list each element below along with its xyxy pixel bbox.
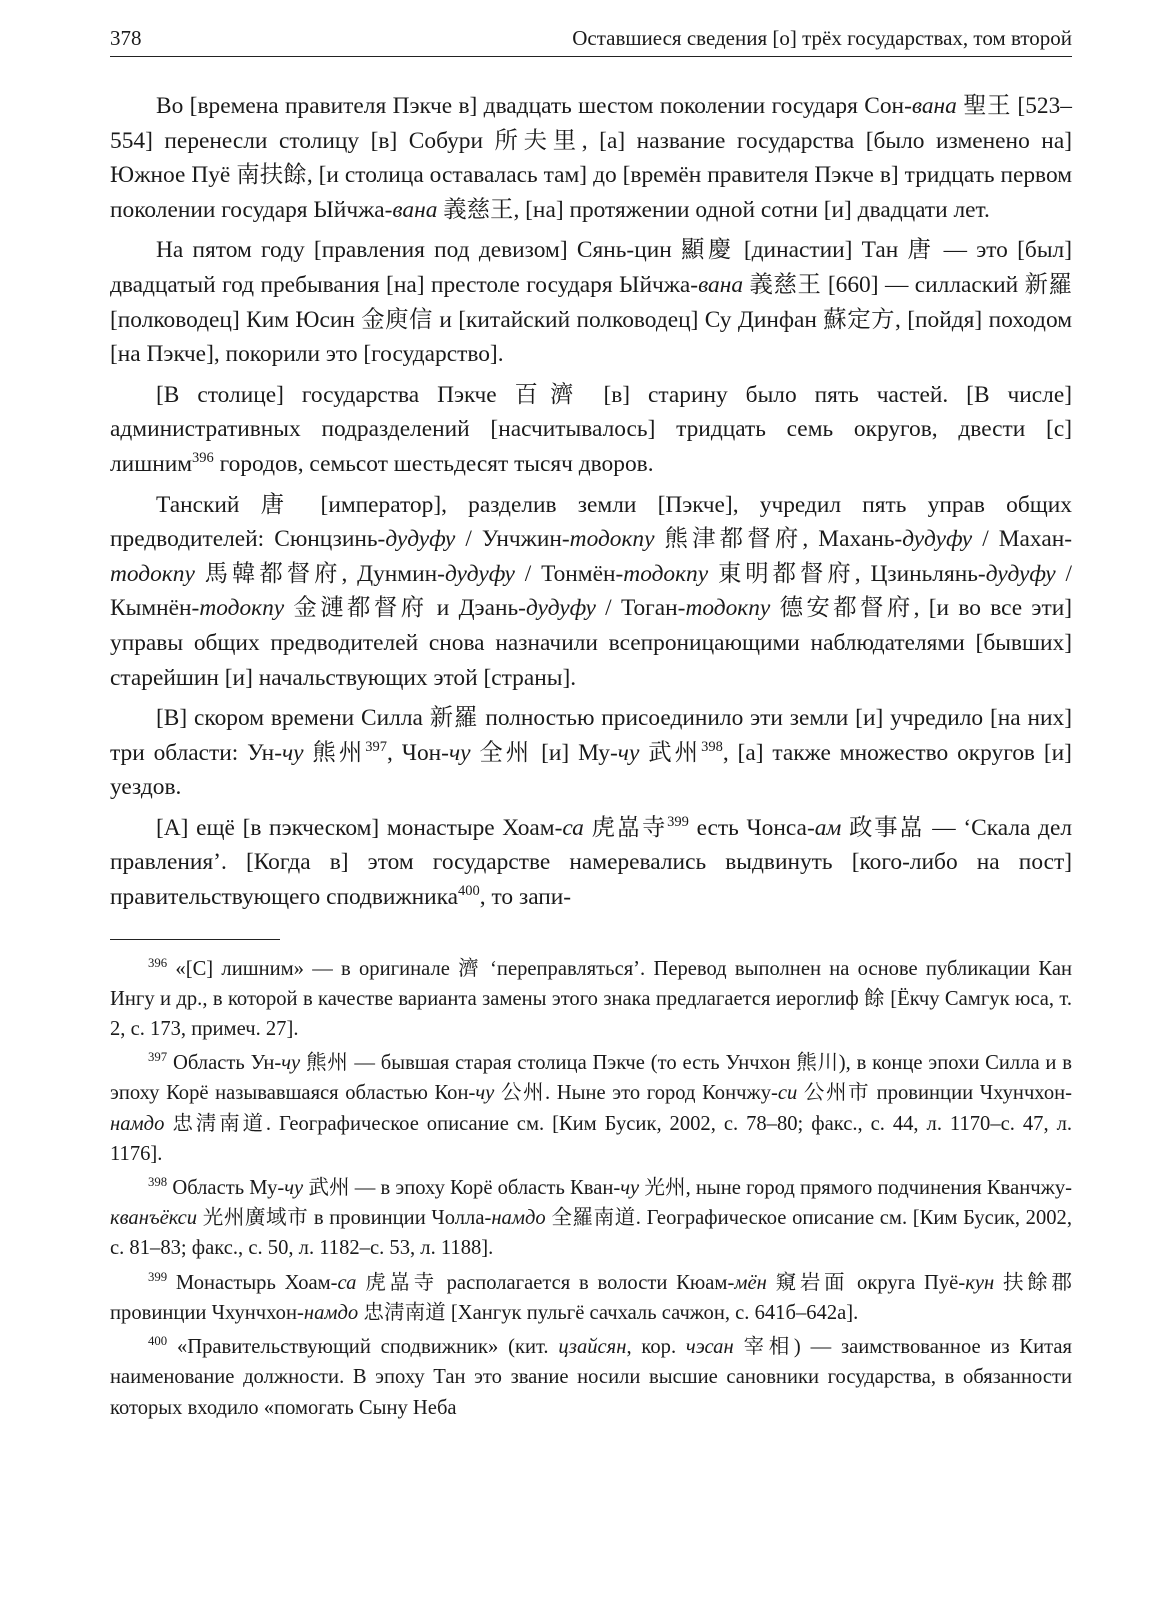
italic-term: чу	[448, 739, 471, 766]
text-run: / Унчжин-	[455, 526, 570, 553]
italic-term: са	[562, 814, 584, 841]
italic-term: цзайсян	[558, 1336, 627, 1359]
text-run: 虎嵓寺	[583, 814, 668, 841]
text-run: / Махан-	[972, 526, 1073, 553]
text-run: 武州 — в эпоху Корё область Кван-	[303, 1177, 621, 1200]
italic-term: чу	[475, 1082, 495, 1105]
footnote-399	[110, 1268, 1072, 1328]
text-run: Во [времена правителя Пэкче в] двадцать шестом поколении государя Сон-	[156, 93, 912, 119]
text-run: , Чон-	[387, 739, 449, 766]
italic-term: чу	[617, 739, 640, 766]
italic-term: дудуфу	[985, 560, 1056, 587]
text-run: 熊州 — бывшая старая столица Пэкче (то есть Унчхон 熊川), в конце эпохи Силла и в эпоху Корё называвшаяся областью Кон-	[110, 1052, 1072, 1105]
italic-term: тодокпу	[623, 560, 709, 587]
text-run: 窺岩面 округа Пуё-	[766, 1271, 966, 1294]
footnote-397	[110, 1048, 1072, 1169]
text-run: , [а] также множество округов [и] уездов.	[110, 739, 1072, 801]
italic-term: дудуфу	[444, 560, 515, 587]
italic-term: вана	[392, 196, 438, 223]
body-paragraph	[110, 233, 1072, 371]
footnote-divider	[110, 939, 280, 940]
text-run: 忠淸南道 [Хангук пульгё сачхаль сачжон, с. 641б–642а].	[358, 1301, 859, 1324]
text-run: есть Чонса-	[688, 814, 815, 841]
text-run: 武州	[639, 739, 702, 766]
text-run: Танский 唐 [император], разделив земли [Пэкче], учредил пять управ общих предводителей: Сюнцзинь-	[110, 491, 1072, 553]
italic-term: мён	[734, 1271, 767, 1294]
text-run: Область Му-	[167, 1177, 285, 1200]
body-paragraph	[110, 488, 1072, 696]
italic-term: вана	[698, 271, 744, 298]
footnote-ref: 397	[148, 1050, 168, 1065]
text-run: [В] скором времени Силла 新羅 полностью присоединило эти земли [и] учредило [на них] три области: Ун-	[110, 705, 1072, 766]
text-run: [В столице] государства Пэкче 百濟 [в] старину было пять частей. [В числе] административных подразделений [насчитывалось] тридцать семь округов, двести [с] лишним	[110, 381, 1072, 477]
text-run: / Тонмён-	[514, 560, 624, 587]
italic-term: дудуфу	[902, 526, 973, 553]
text-run: На пятом году [правления под девизом] Сянь-цин 顯慶 [династии] Тан 唐 — это [был] двадцатый год пребывания [на] престоле государя Ыйчжа-	[110, 237, 1072, 298]
footnote-ref: 399	[148, 1269, 168, 1284]
italic-term: дудуфу	[385, 526, 456, 553]
text-run: 光州, ныне город прямого подчинения Кванчжу-	[639, 1177, 1072, 1200]
running-head	[110, 26, 1072, 57]
text-run: 熊州	[303, 739, 366, 766]
footnote-396	[110, 954, 1072, 1045]
text-run: 宰相) — заимствованное из Китая наименование должности. В эпоху Тан это звание носили высшие сановники государства, в обязанности которых входило «помогать Сыну Неба	[110, 1336, 1072, 1419]
text-run: 公州市 провинции Чхунчхон-	[797, 1082, 1072, 1105]
footnote-ref: 397	[365, 738, 388, 755]
body-paragraph	[110, 701, 1072, 805]
footnote-ref: 400	[148, 1334, 168, 1349]
footnotes	[110, 954, 1072, 1423]
text-run: 虎嵓寺 располагается в волости Кюам-	[356, 1271, 735, 1294]
text-run: [А] ещё [в пэкческом] монастыре Хоам-	[156, 814, 563, 841]
text-run: 東明都督府, Цзиньлянь-	[708, 560, 986, 587]
page-number: 378	[110, 26, 142, 50]
main-text	[110, 89, 1072, 915]
italic-term: чу	[284, 1177, 304, 1200]
italic-term: чу	[281, 739, 304, 766]
italic-term: ам	[814, 814, 842, 841]
text-run: 光州廣域市 в провинции Чолла-	[197, 1207, 492, 1230]
text-run: «Правительствующий сподвижник» (кит.	[167, 1336, 559, 1359]
text-run: 聖王 [523–554] перенесли столицу [в] Собури 所夫里, [а] название государства [было изменено на] Южное Пуё 南扶餘, [и столица оставалась там] до [времён правителя Пэкче в] тридцать первом поколении государя Ыйчжа-	[110, 93, 1072, 223]
text-run: / Кымнён-	[110, 560, 1072, 622]
text-run: 扶餘郡 провинции Чхунчхон-	[110, 1271, 1072, 1324]
text-run: 忠淸南道. Географическое описание см. [Ким Бусик, 2002, с. 78–80; факс., с. 44, л. 1170–с. 47, л. 1176].	[110, 1112, 1072, 1165]
text-run: 金漣都督府 и Дэань-	[284, 595, 526, 622]
text-run: 全州 [и] Му-	[470, 739, 618, 766]
italic-term: са	[337, 1271, 357, 1294]
footnote-ref: 398	[701, 738, 723, 755]
italic-term: тодокпу	[569, 526, 655, 553]
italic-term: кун	[965, 1271, 995, 1294]
italic-term: дудуфу	[525, 595, 596, 622]
text-run: 全羅南道. Географическое описание см. [Ким Бусик, 2002, с. 81–83; факс., с. 50, л. 1182–с. 53, л. 1188].	[110, 1207, 1072, 1260]
text-run: городов, семьсот шестьдесят тысяч дворов.	[213, 450, 654, 477]
text-run: Область Ун-	[167, 1052, 282, 1075]
body-paragraph	[110, 89, 1072, 227]
italic-term: кванъёкси	[110, 1207, 198, 1230]
italic-term: намдо	[491, 1207, 546, 1230]
text-run: / Тоган-	[595, 595, 686, 622]
italic-term: тодокпу	[199, 595, 285, 622]
footnote-398	[110, 1173, 1072, 1264]
italic-term: вана	[911, 93, 957, 119]
text-run: Монастырь Хоам-	[167, 1271, 338, 1294]
italic-term: намдо	[110, 1112, 165, 1135]
text-run: 政事嵓 — ‘Скала дел правления’. [Когда в] этом государстве намеревались выдвинуть [кого-либо на пост] правительствующего сподвижника	[110, 814, 1072, 911]
text-run: , то запи-	[479, 884, 572, 911]
text-run: «[С] лишним» — в оригинале 濟 ‘переправляться’. Перевод выполнен на основе публикации Кан Ингу и др., в которой в качестве варианта замены этого знака предлагается иероглиф 餘 [Ёкчу Самгук юса, т. 2, с. 173, примеч. 27].	[110, 957, 1072, 1041]
text-run: 德安都督府, [и во все эти] управы общих предводителей снова назначили всепроницающими наблюдателями [бывших] старейшин [и] начальствующих этой [страны].	[110, 595, 1073, 691]
italic-term: тодокпу	[110, 560, 195, 587]
text-run: 公州. Ныне это город Кончжу-	[494, 1082, 778, 1105]
footnote-ref: 398	[148, 1175, 168, 1190]
italic-term: тодокпу	[685, 595, 771, 622]
body-paragraph	[110, 811, 1072, 915]
footnote-ref: 400	[458, 883, 480, 900]
text-run: 義慈王 [660] — силлаский 新羅 [полководец] Ким Юсин 金庾信 и [китайский полководец] Су Динфан 蘇定方, [пойдя] походом [на Пэкче], покорили это [государство].	[110, 271, 1072, 368]
text-run: 義慈王, [на] протяжении одной сотни [и] двадцати лет.	[437, 196, 990, 223]
footnote-ref: 396	[192, 449, 214, 466]
italic-term: си	[777, 1082, 798, 1105]
running-title: Оставшиеся сведения [о] трёх государствах, том второй	[572, 26, 1072, 50]
italic-term: чэсан	[685, 1336, 734, 1359]
footnote-400	[110, 1332, 1072, 1423]
italic-term: намдо	[303, 1301, 359, 1324]
footnote-ref: 396	[148, 955, 168, 970]
italic-term: чу	[620, 1177, 640, 1200]
text-run: 馬韓都督府, Дунмин-	[194, 560, 445, 587]
footnote-ref: 399	[667, 813, 689, 830]
italic-term: чу	[281, 1052, 301, 1075]
body-paragraph	[110, 378, 1072, 482]
text-run: , кор.	[626, 1336, 686, 1359]
text-run: 熊津都督府, Махань-	[654, 526, 903, 553]
